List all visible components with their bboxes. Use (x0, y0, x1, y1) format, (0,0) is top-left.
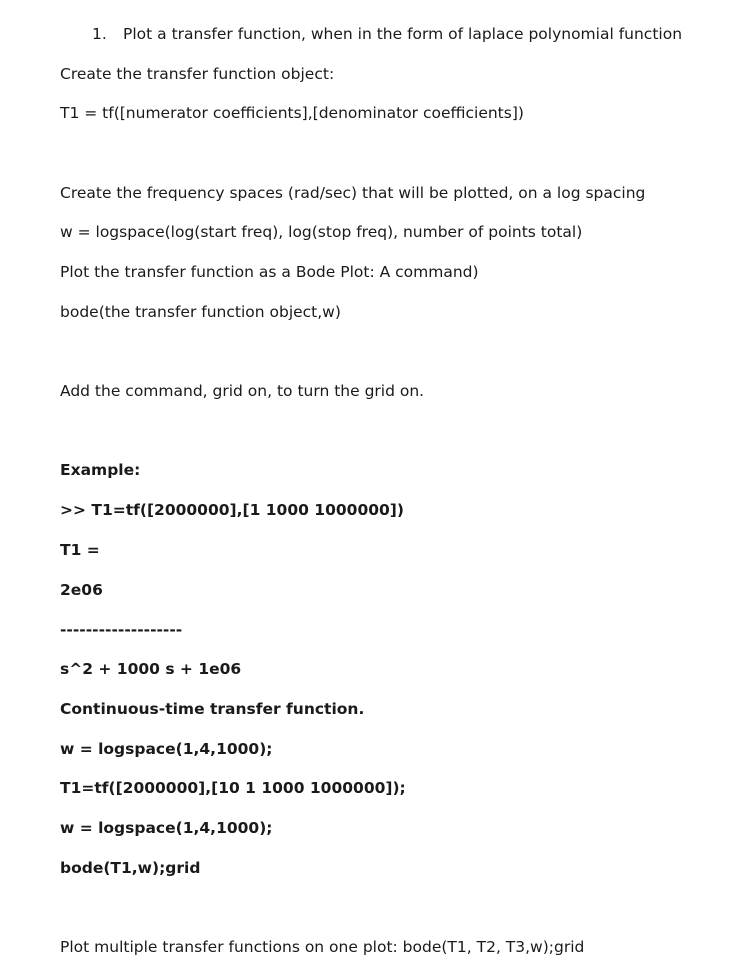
example-cmd-logspace: w = logspace(1,4,1000); (60, 740, 273, 758)
freq-spaces-text: Create the frequency spaces (rad/sec) that will be plotted, on a log spacing (60, 184, 646, 202)
bode-syntax-text: bode(the transfer function object,w) (60, 303, 341, 321)
heading-text: Plot a transfer function, when in the form of laplace polynomial function (123, 25, 683, 43)
heading-number: 1. (92, 25, 107, 43)
example-output-var: T1 = (60, 541, 100, 559)
example-cmd-bode: bode(T1,w);grid (60, 859, 201, 877)
tf-syntax-text: T1 = tf([numerator coefficients],[denominator coefficients]) (60, 104, 524, 122)
example-cmd-tf: >> T1=tf([2000000],[1 1000 1000000]) (60, 501, 404, 519)
example-denominator: s^2 + 1000 s + 1e06 (60, 660, 242, 678)
multi-plot-text: Plot multiple transfer functions on one plot: bode(T1, T2, T3,w);grid (60, 938, 585, 956)
example-cmd-tf2: T1=tf([2000000],[10 1 1000 1000000]); (60, 779, 406, 797)
example-tf-type: Continuous-time transfer function. (60, 700, 365, 718)
plot-bode-text: Plot the transfer function as a Bode Plot: A command) (60, 263, 479, 281)
create-object-text: Create the transfer function object: (60, 65, 335, 83)
example-label: Example: (60, 461, 141, 479)
example-divider: ------------------- (60, 621, 183, 639)
example-numerator: 2e06 (60, 581, 103, 599)
logspace-syntax-text: w = logspace(log(start freq), log(stop freq), number of points total) (60, 223, 583, 241)
grid-note-text: Add the command, grid on, to turn the grid on. (60, 382, 425, 400)
example-cmd-logspace2: w = logspace(1,4,1000); (60, 819, 273, 837)
